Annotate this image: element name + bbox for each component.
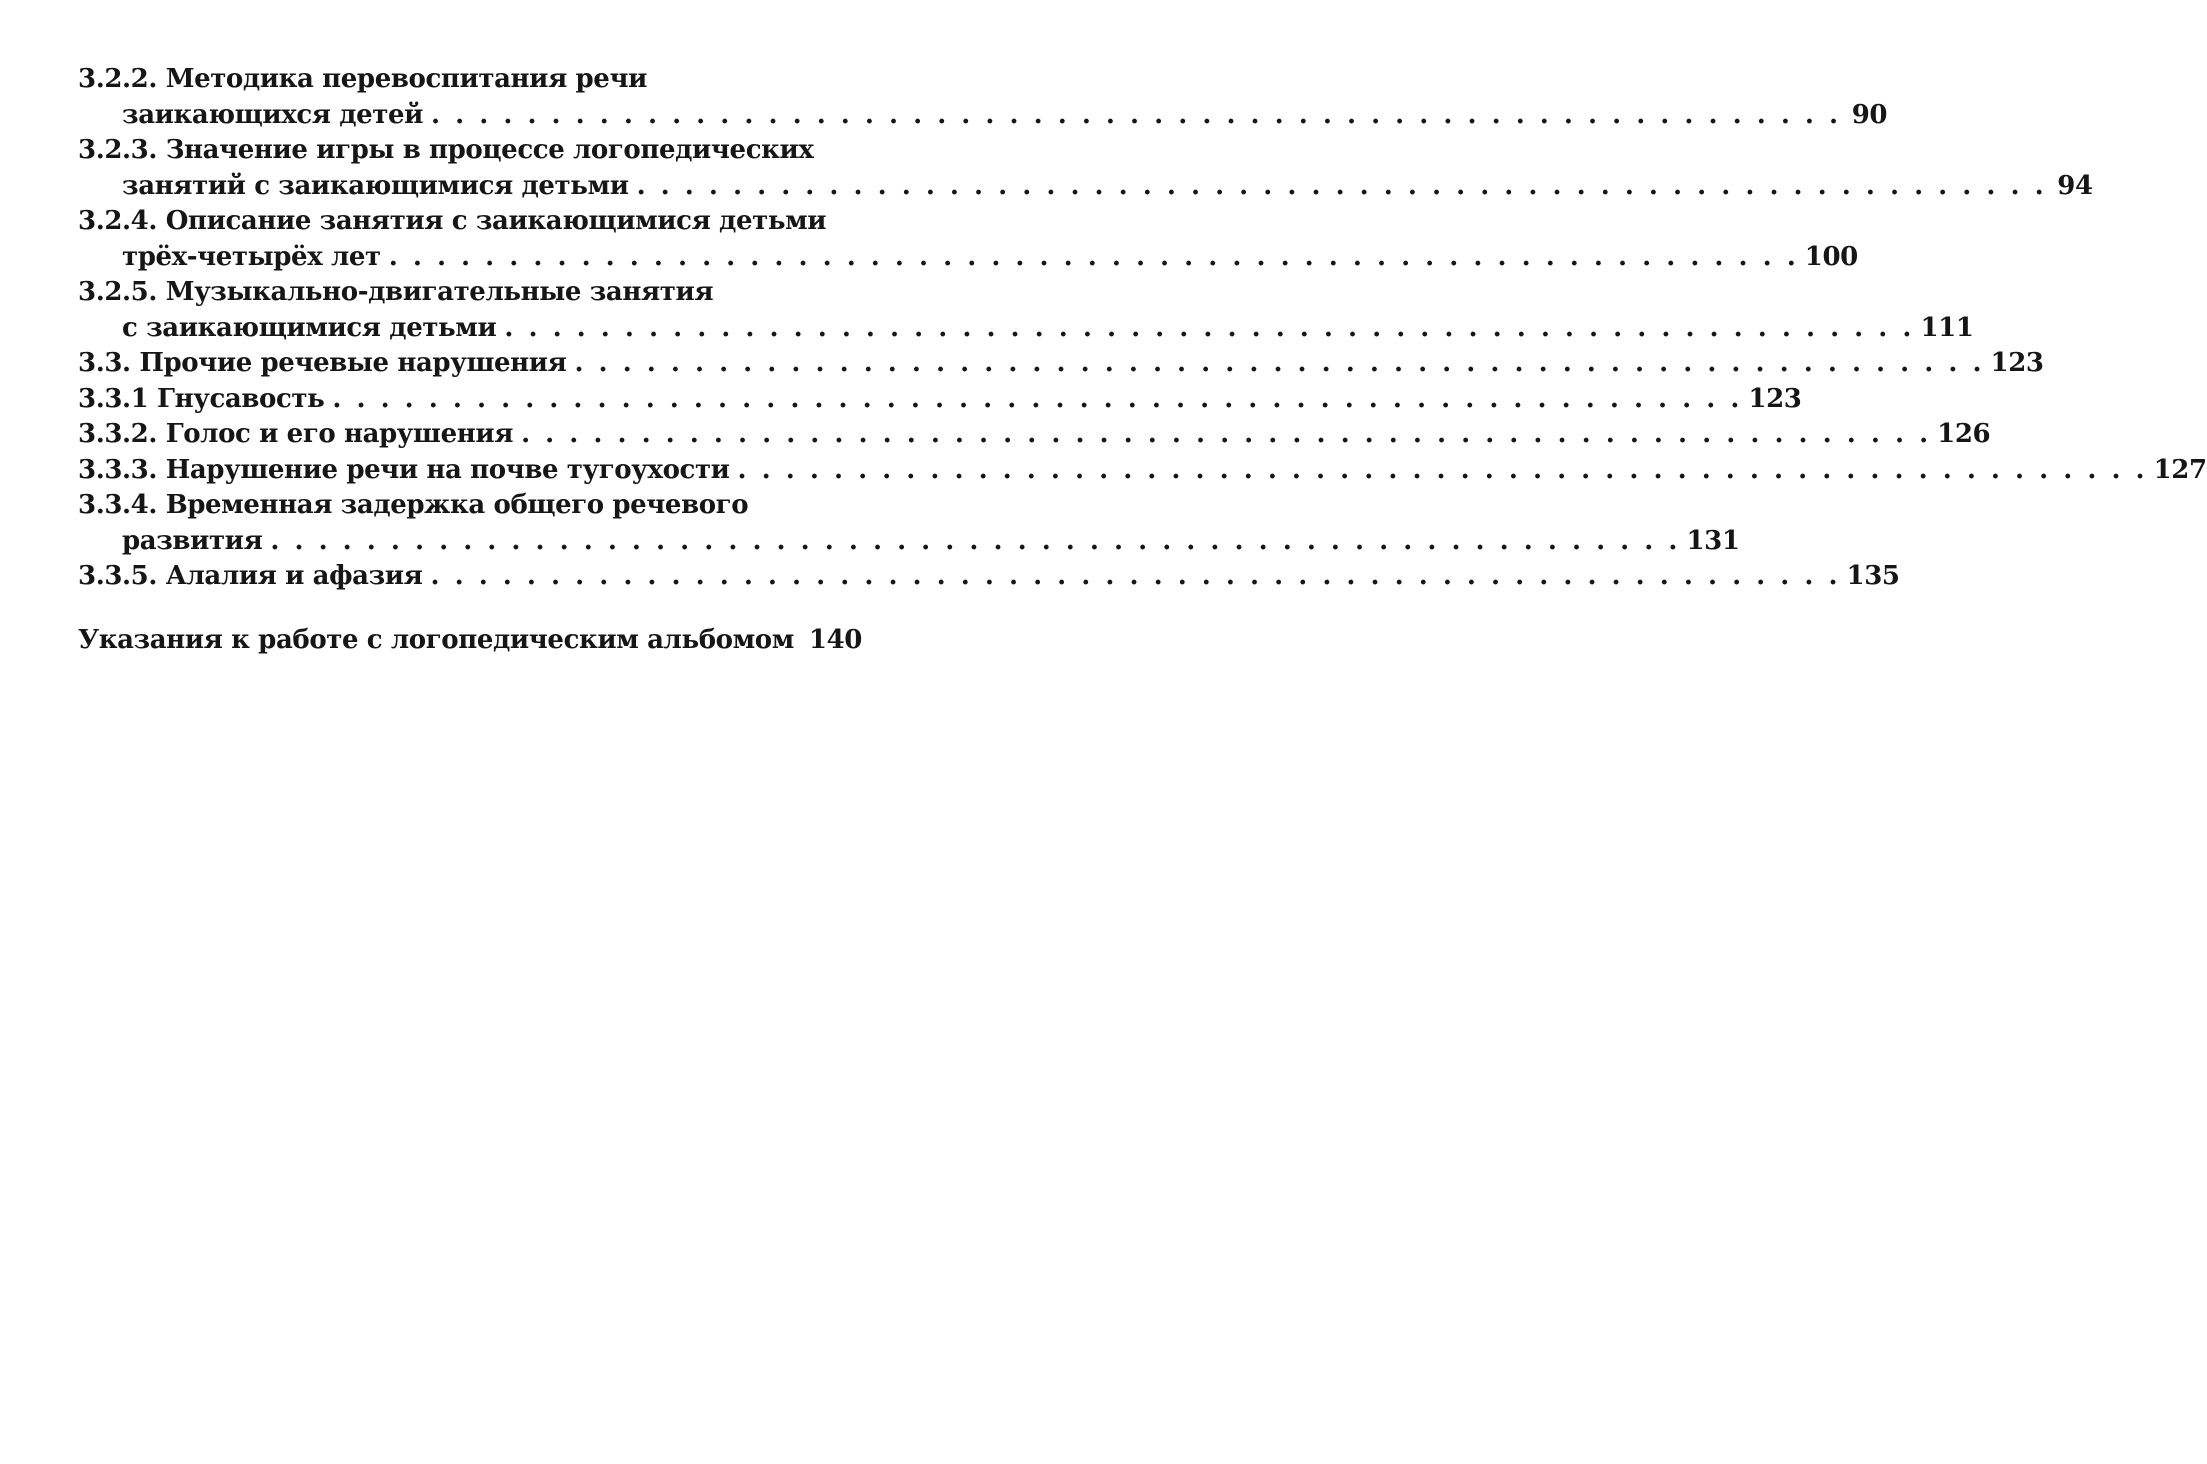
toc-entry bbox=[78, 488, 1740, 559]
toc-entry-heading bbox=[78, 382, 1802, 418]
toc-entry-title-cont: с заикающимися детьми bbox=[122, 312, 497, 343]
toc-entry-page: 135 bbox=[1846, 561, 1900, 591]
toc-entry-title-cont: занятий с заикающимися детьми bbox=[122, 170, 629, 201]
toc-entry-title: Значение игры в процессе логопедических bbox=[165, 135, 814, 165]
toc-entry-page: 111 bbox=[1920, 312, 1974, 343]
toc-entry-continuation bbox=[78, 311, 1974, 347]
toc-entry-continuation bbox=[78, 240, 1858, 276]
toc-entry-heading bbox=[78, 346, 2044, 382]
toc-entry-page: 140 bbox=[808, 624, 862, 655]
toc-entry-page: 100 bbox=[1804, 241, 1858, 272]
toc-entry-page: 131 bbox=[1686, 525, 1740, 556]
toc-entry-page: 123 bbox=[1748, 383, 1802, 414]
toc-entry-title-cont: развития bbox=[122, 525, 263, 556]
toc-entry-title: Нарушение речи на почве тугоухости bbox=[165, 454, 730, 485]
toc-entry bbox=[78, 275, 1974, 346]
leader-dots: . . . . . . . . . . . . . . . . . . . . . . . . . . . . . . . . . . . . . . . . . . . . . . . . . . . . . . . . . . . bbox=[504, 312, 1915, 343]
toc-entry bbox=[78, 133, 2093, 204]
leader-dots bbox=[802, 623, 803, 659]
toc-entry-heading bbox=[78, 417, 1991, 453]
toc-entry-number: 3.2.3. bbox=[78, 135, 158, 165]
toc-entry-page: 127 bbox=[2153, 454, 2207, 485]
toc-entry bbox=[78, 382, 1802, 418]
toc-entry-page: 123 bbox=[1990, 348, 2044, 378]
leader-dots: . . . . . . . . . . . . . . . . . . . . . . . . . . . . . . . . . . . . . . . . . . . . . . . . . . . . . . . . . . . bbox=[574, 348, 1985, 378]
toc-entry-appendix bbox=[78, 623, 862, 659]
toc-entry-heading bbox=[78, 559, 1900, 595]
toc-entry bbox=[78, 559, 1900, 595]
toc-entry-heading bbox=[78, 453, 2207, 489]
toc-entry-number: 3.2.2. bbox=[78, 64, 158, 94]
toc-entry-title: Указания к работе с логопедическим альбомом bbox=[78, 624, 794, 655]
toc-entry-number: 3.2.5. bbox=[78, 277, 158, 307]
leader-dots: . . . . . . . . . . . . . . . . . . . . . . . . . . . . . . . . . . . . . . . . . . . . . . . . . . . . . . . . . . . bbox=[430, 561, 1841, 591]
toc-entry-heading bbox=[78, 275, 862, 311]
toc-entry-heading bbox=[78, 488, 862, 524]
toc-entry-continuation bbox=[78, 98, 1888, 134]
toc-entry bbox=[78, 417, 1991, 453]
toc-entry bbox=[78, 453, 2207, 489]
toc-entry-title-cont: трёх-четырёх лет bbox=[122, 241, 381, 272]
leader-dots: . . . . . . . . . . . . . . . . . . . . . . . . . . . . . . . . . . . . . . . . . . . . . . . . . . . . . . . . . . . bbox=[270, 525, 1681, 556]
toc-entry-title: Алалия и афазия bbox=[165, 561, 423, 591]
toc-entry-number: 3.3.2. bbox=[78, 419, 158, 449]
toc-entry-title: Голос и его нарушения bbox=[165, 419, 514, 449]
toc-entry-number: 3.2.4. bbox=[78, 206, 158, 236]
toc-entry-number: 3.3.1 bbox=[78, 383, 149, 414]
toc-entry-continuation bbox=[78, 524, 1740, 560]
toc-entry-number: 3.3. bbox=[78, 348, 131, 378]
toc-entry-number: 3.3.4. bbox=[78, 490, 158, 520]
toc-entry-title: Гнусавость bbox=[157, 383, 325, 414]
table-of-contents bbox=[78, 62, 2207, 658]
toc-entry-heading bbox=[78, 133, 862, 169]
toc-entry-heading bbox=[78, 623, 862, 659]
toc-entry-title: Прочие речевые нарушения bbox=[139, 348, 567, 378]
toc-entry-page: 90 bbox=[1851, 99, 1888, 130]
toc-entry-title-cont: заикающихся детей bbox=[122, 99, 424, 130]
toc-entry-title: Музыкально-двигательные занятия bbox=[165, 277, 714, 307]
toc-entry-heading bbox=[78, 204, 862, 240]
toc-entry bbox=[78, 204, 1858, 275]
toc-entry bbox=[78, 62, 1888, 133]
section-gap bbox=[78, 595, 862, 623]
toc-entry-heading bbox=[78, 62, 862, 98]
toc-entry-continuation bbox=[78, 169, 2093, 205]
toc-entry-title: Временная задержка общего речевого bbox=[165, 490, 749, 520]
toc-entry-title: Описание занятия с заикающимися детьми bbox=[165, 206, 827, 236]
toc-entry-number: 3.3.5. bbox=[78, 561, 158, 591]
leader-dots: . . . . . . . . . . . . . . . . . . . . . . . . . . . . . . . . . . . . . . . . . . . . . . . . . . . . . . . . . . . bbox=[636, 170, 2047, 201]
toc-entry-page: 126 bbox=[1937, 419, 1991, 449]
leader-dots: . . . . . . . . . . . . . . . . . . . . . . . . . . . . . . . . . . . . . . . . . . . . . . . . . . . . . . . . . . . bbox=[521, 419, 1932, 449]
toc-entry-page: 94 bbox=[2057, 170, 2093, 201]
leader-dots: . . . . . . . . . . . . . . . . . . . . . . . . . . . . . . . . . . . . . . . . . . . . . . . . . . . . . . . . . . . bbox=[332, 383, 1743, 414]
leader-dots: . . . . . . . . . . . . . . . . . . . . . . . . . . . . . . . . . . . . . . . . . . . . . . . . . . . . . . . . . . . bbox=[737, 454, 2148, 485]
toc-entry-number: 3.3.3. bbox=[78, 454, 158, 485]
leader-dots: . . . . . . . . . . . . . . . . . . . . . . . . . . . . . . . . . . . . . . . . . . . . . . . . . . . . . . . . . . . bbox=[388, 241, 1799, 272]
toc-entry-title: Методика перевоспитания речи bbox=[165, 64, 647, 94]
leader-dots: . . . . . . . . . . . . . . . . . . . . . . . . . . . . . . . . . . . . . . . . . . . . . . . . . . . . . . . . . . . bbox=[431, 99, 1842, 130]
toc-entry bbox=[78, 346, 2044, 382]
